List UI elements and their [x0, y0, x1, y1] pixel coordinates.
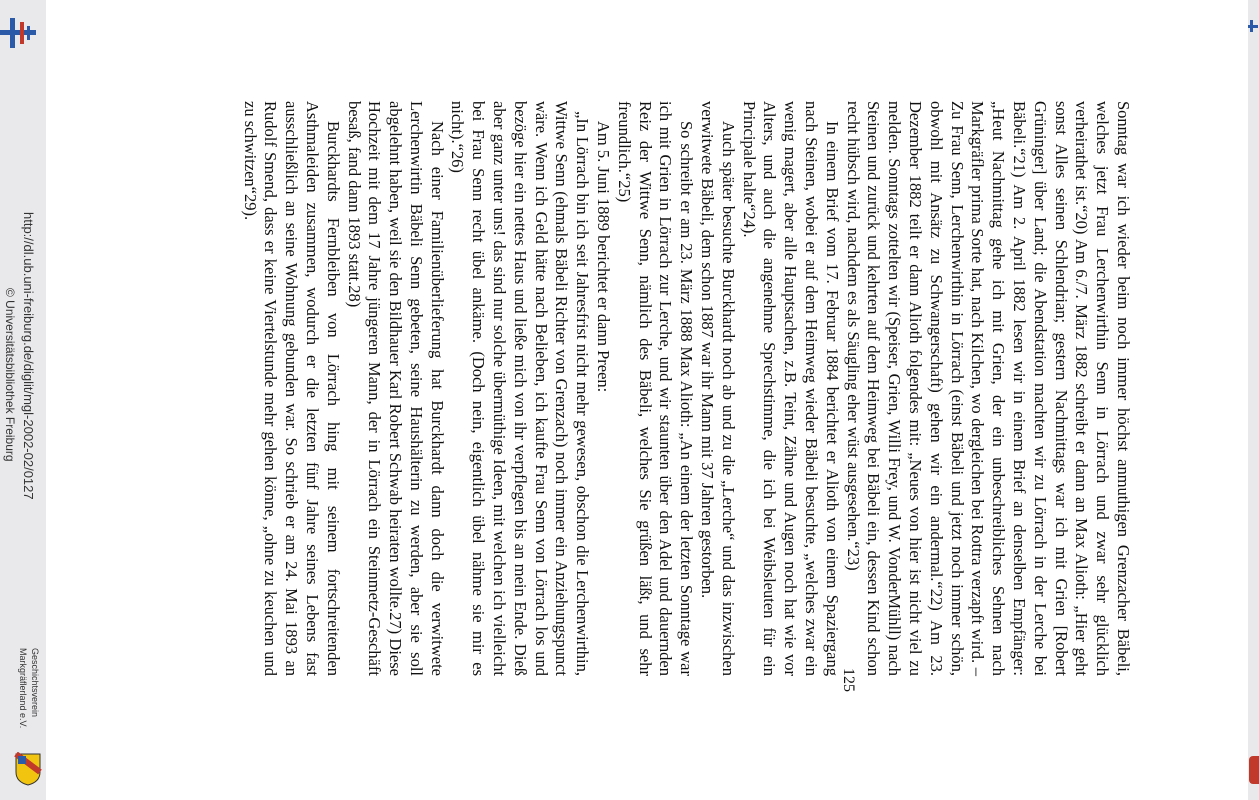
- side-publisher-1: Geschichtsverein: [30, 648, 40, 718]
- society-crest-icon: [14, 752, 42, 786]
- paragraph-8: Burckhardts Fernbleiben von Lörrach hing mit seinem fortschreitenden Asthmaleiden zusammen, wodurch er die letzten fünf Jahre seines Lebens fast ausschließlich an seine Wohnung gebunden war. So schrieb er am 24. Mai 1893 an Rudolf Smend, dass er keine Viertelstunde mehr gehen könne, „ohne zu keuchen und zu schwitzen“29).: [240, 101, 343, 676]
- right-crest-icon: [1249, 756, 1259, 784]
- side-url[interactable]: http://dl.ub.uni-freiburg.de/diglit/mgl-2002-02/0127: [21, 212, 36, 500]
- side-publisher-2: Markgräflerland e.V.: [18, 648, 28, 729]
- paragraph-6: „In Lörrach bin ich seit Jahresfrist nicht mehr gewesen, obschon die Lerchenwirthin, Wittwe Senn (ehmals Bäbeli Richter von Grenzach) noch immer ein Anziehungspunct wäre. Wenn ich Geld hätte nach Belieben, ich kaufte Frau Senn von Lörrach los und bezöge hier ein nettes Haus und ließe mich von ihr verpflegen bis an mein Ende. Dieß aber ganz unter uns! das sind nur solche übermüthige Ideen, mit welchen ich vielleicht bei Frau Senn recht übel ankäme. (Doch nein, eigentlich übel nähme sie mir es nicht).“26): [448, 101, 593, 676]
- paragraph-4: So schreibt er am 23. März 1888 Max Alioth: „An einem der letzten Sonntage war ich mit Grien in Lörrach zur Lerche, und wir staunten über den Adel und dauernden Reiz der Wittwe Senn, nämlich des Bäbeli, welches Sie grüßen läßt, und sehr freundlich.“25): [614, 101, 697, 676]
- side-copyright: © Universitätsbibliothek Freiburg: [3, 288, 17, 462]
- paragraph-7: Nach einer Familienüberlieferung hat Burckhardt dann doch die verwitwete Lerchenwirtin Bäbeli Senn gebeten, seine Haushälterin zu werden, aber sie soll abgelehnt haben, weil sie den Bildhauer Karl Robert Schwab heiraten wollte.27) Diese Hochzeit mit dem 17 Jahre jüngeren Mann, der in Lörrach ein Steinmetz-Geschäft besaß, fand dann 1893 statt.28): [344, 101, 447, 676]
- paragraph-1: Sonntag war ich wieder beim noch immer höchst anmuthigen Grenzacher Bäbeli, welches jetzt Frau Lerchenwirthin Senn in Lörrach und zwar sehr glücklich verheirathet ist.“20) Am 6./7. März 1882 schreibt er dann an Max Alioth: „Hier geht sonst Alles seinen Schlendrian; gestern Nachmittags war ich mit Grien [Robert Grüninger] über Land; die Abendstation machten wir zu Lörrach in der Lerche bei Bäbeli.“21) Am 2. April 1882 lesen wir in einem Brief an denselben Empfänger: „Heut Nachmittag gehe ich mit Grien, der ein unbeschreibliches Sehnen nach Markgräfler prima Sorte hat, nach Kilchen, wo dergleichen bei Rottra verzapft wird. – Zu Frau Senn, Lerchenwirthin in Lörrach (einst Bäbeli und jetzt noch immer schön, obwohl mit Ansätz zu Schwangerschaft) gehen wir ein andermal.“22) Am 23. Dezember 1882 teilt er dann Alioth folgendes mit: „Neues von hier ist nicht viel zu melden. Sonntags zottelten wir (Speiser, Grien, Willi Frey, und W. VonderMühll) nach Steinen und zurück und kehrten auf dem Heimweg bei Bäbeli ein, dessen Kind schon recht hübsch wird, nachdem es als Säugling eher wüst ausgesehen.“23): [843, 101, 1133, 676]
- paragraph-3: Auch später besuchte Burckhardt noch ab und zu die „Lerche“ und das inzwischen verwitwete Bäbeli, dem schon 1887 war ihr Mann mit 37 Jahren gestorben.: [698, 101, 738, 676]
- paragraph-2: In einem Brief vom 17. Februar 1884 berichtet er Alioth von einem Spaziergang nach Steinen, wobei er auf dem Heimweg wieder Bäbeli besuchte, „welches zwar ein wenig magert, aber alle Hauptsachen, z.B. Teint, Zähne und Augen noch hat wie vor Alters, und auch die angenehme Sprechstimme, die ich bei Weibsleuten für ein Principale halte“24).: [739, 101, 842, 676]
- scanned-page: [203, 101, 1133, 676]
- page-number: 125: [840, 668, 857, 692]
- paragraph-5: Am 5. Juni 1889 berichtet er dann Preen:: [594, 121, 614, 393]
- right-logo-icon: [1248, 20, 1258, 32]
- right-sidebar-strip: [1248, 0, 1259, 800]
- library-logo-icon: [0, 18, 36, 48]
